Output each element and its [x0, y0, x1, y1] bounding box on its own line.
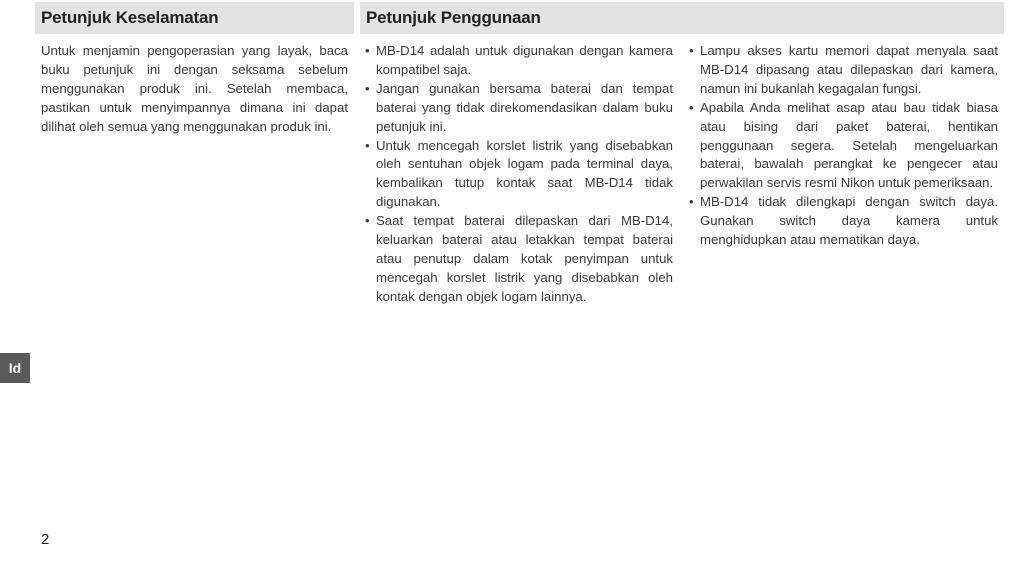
bullet-icon: •: [689, 43, 694, 58]
bullet-icon: •: [365, 213, 370, 229]
usage-bullet-item: [689, 193, 998, 250]
usage-bullet-text: Untuk mencegah korslet listrik yang disebabkan oleh sentuhan objek logam pada terminal daya, kembalikan tutup kontak saat MB-D14 tidak digunakan.: [376, 137, 673, 210]
usage-bullet-text: MB-D14 tidak dilengkapi dengan switch daya. Gunakan switch daya kamera untuk menghidupkan atau mematikan daya.: [700, 194, 998, 248]
usage-bullet-item: [689, 99, 998, 194]
usage-bullet-item: [689, 42, 998, 99]
usage-bullet-text: Apabila Anda melihat asap atau bau tidak biasa atau bising dari paket baterai, hentikan penggunaan segera. Setelah mengeluarkan baterai, bawalah perangkat ke pengecer atau perwakilan servis resmi Nikon untuk pemeriksaan.: [700, 99, 998, 191]
usage-bullet-text: Jangan gunakan bersama baterai dan tempat baterai yang tidak direkomendasikan dalam buku petunjuk ini.: [376, 80, 673, 134]
usage-section-header: [360, 2, 1004, 34]
page-number: 2: [41, 531, 50, 548]
bullet-icon: •: [689, 194, 694, 210]
usage-bullet-text: MB-D14 adalah untuk digunakan dengan kamera kompatibel saja.: [376, 43, 673, 77]
usage-bullet-text: Saat tempat baterai dilepaskan dari MB-D14, keluarkan baterai atau letakkan tempat baterai atau penutup dalam kotak penyimpan untuk mencegah korslet listrik yang disebabkan oleh kontak dengan objek logam lainnya.: [376, 213, 673, 304]
usage-bullet-item: [365, 137, 673, 213]
safety-section-title: Petunjuk Keselamatan: [41, 8, 219, 27]
safety-paragraph: Untuk menjamin pengoperasian yang layak, baca buku petunjuk ini dengan seksama sebelum menggunakan produk ini. Setelah membaca, pastikan untuk menyimpannya dimana ini dapat dilihat oleh semua yang menggunakan produk ini.: [41, 43, 348, 134]
bullet-icon: •: [365, 80, 370, 96]
usage-bullet-text: Lampu akses kartu memori dapat menyala saat MB-D14 dipasang atau dilepaskan dari kamera, namun ini bukanlah kegagalan fungsi.: [700, 43, 998, 96]
usage-bullet-item: [365, 80, 673, 137]
safety-section-header: [35, 2, 354, 34]
bullet-icon: •: [365, 137, 370, 153]
bullet-icon: •: [365, 43, 370, 58]
usage-column-left: [365, 42, 673, 307]
usage-section-title: Petunjuk Penggunaan: [366, 8, 541, 27]
usage-bullet-item: [365, 42, 673, 80]
bullet-icon: •: [689, 99, 694, 115]
usage-bullet-item: [365, 212, 673, 307]
language-tab: Id: [0, 353, 30, 383]
usage-column-right: [689, 42, 998, 250]
